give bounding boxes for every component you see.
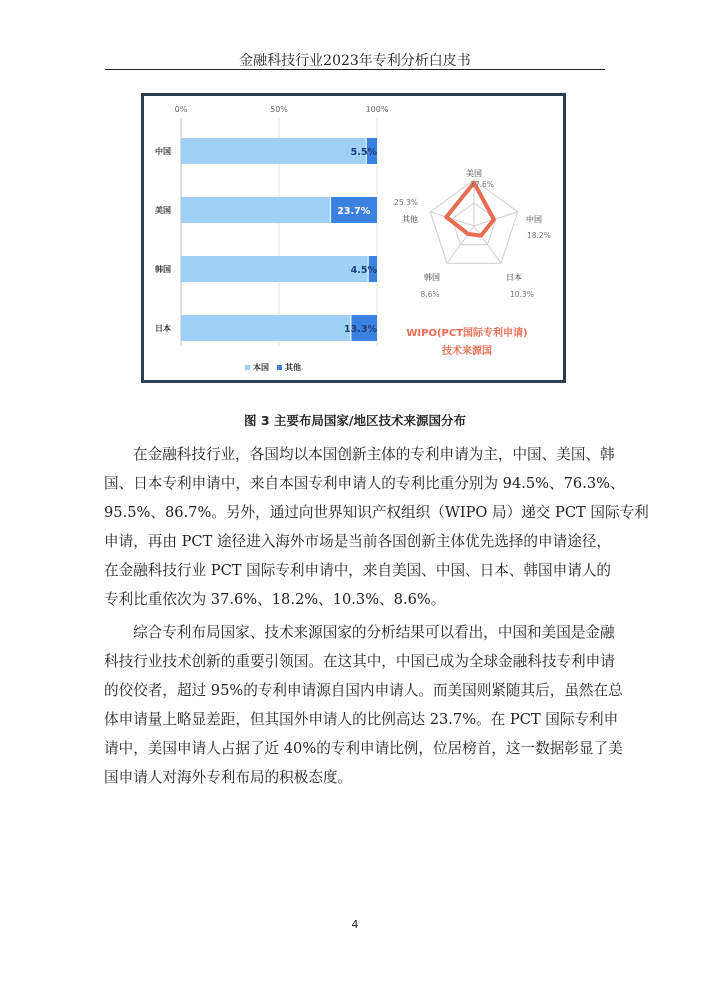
radar-axis-label: 中国 xyxy=(526,215,542,224)
page-number: 4 xyxy=(351,918,359,931)
paragraph-1-line: 专利比重依次为 37.6%、18.2%、10.3%、8.6%。 xyxy=(104,591,446,608)
bar-data-label: 4.5% xyxy=(350,265,377,276)
paragraph-2-line: 国申请人对海外专利布局的积极态度。 xyxy=(104,769,353,786)
bar-data-label: 23.7% xyxy=(337,206,371,217)
paragraph-1-line: 在金融科技行业，各国均以本国创新主体的专利申请为主，中国、美国、韩 xyxy=(133,446,615,463)
paragraph-1 xyxy=(104,440,649,614)
radar-value-label: 10.3% xyxy=(510,290,534,299)
bar-category-label: 美国 xyxy=(155,206,171,215)
bar-data-label: 5.5% xyxy=(350,147,377,158)
wipo-title-line2: 技术来源国 xyxy=(442,346,492,357)
wipo-title-line1: WIPO(PCT国际专利申请) xyxy=(406,328,528,339)
paragraph-2-line: 的佼佼者，超过 95%的专利申请源自国内申请人。而美国则紧随其后，虽然在总 xyxy=(104,682,623,699)
paragraph-2-line: 综合专利布局国家、技术来源国家的分析结果可以看出，中国和美国是金融 xyxy=(133,624,615,641)
bar-data-label: 13.3% xyxy=(344,324,377,335)
legend-swatch-domestic xyxy=(245,365,250,370)
figure-caption: 图 3 主要布局国家/地区技术来源国分布 xyxy=(244,413,466,428)
bar-domestic xyxy=(181,256,368,282)
bar-category-label: 日本 xyxy=(155,324,171,333)
header-rule xyxy=(105,69,605,70)
paragraph-1-line: 在金融科技行业 PCT 国际专利申请中，来自美国、中国、日本、韩国申请人的 xyxy=(104,562,612,579)
bar-domestic xyxy=(181,138,366,164)
header-title: 金融科技行业2023年专利分析白皮书 xyxy=(239,53,471,69)
paragraph-2-line: 请中，美国申请人占据了近 40%的专利申请比例，位居榜首，这一数据彰显了美 xyxy=(104,740,623,757)
radar-value-label: 37.6% xyxy=(470,180,494,189)
radar-value-label: 8.6% xyxy=(420,290,440,299)
bar-domestic xyxy=(181,315,351,341)
radar-axis-label: 其他 xyxy=(402,215,418,224)
legend-label-other: 其他 xyxy=(285,363,301,372)
legend-swatch-other xyxy=(277,365,282,370)
radar-value-label: 18.2% xyxy=(527,231,551,240)
bar-category-label: 韩国 xyxy=(155,265,171,274)
radar-series xyxy=(446,183,494,236)
legend-label-domestic: 本国 xyxy=(253,363,269,372)
paragraph-2 xyxy=(104,618,623,792)
figure-chart xyxy=(144,96,563,380)
radar-axis-label: 韩国 xyxy=(424,273,440,282)
paragraph-2-line: 体申请量上略显差距，但其国外申请人的比例高达 23.7%。在 PCT 国际专利申 xyxy=(104,711,619,728)
radar-value-label: 25.3% xyxy=(394,198,418,207)
radar-axis-label: 美国 xyxy=(466,169,482,178)
x-tick-label: 50% xyxy=(270,105,288,114)
radar-axis-label: 日本 xyxy=(506,273,522,282)
x-tick-label: 0% xyxy=(174,105,188,114)
paragraph-1-line: 95.5%、86.7%。另外，通过向世界知识产权组织（WIPO 局）递交 PCT 国际专利 xyxy=(104,504,649,521)
paragraph-1-line: 申请，再由 PCT 途径进入海外市场是当前各国创新主体优先选择的申请途径， xyxy=(104,533,612,550)
paragraph-2-line: 科技行业技术创新的重要引领国。在这其中，中国已成为全球金融科技专利申请 xyxy=(104,653,615,670)
figure-frame xyxy=(141,93,566,383)
bar-category-label: 中国 xyxy=(155,147,171,156)
radar-spoke xyxy=(474,212,518,226)
x-tick-label: 100% xyxy=(365,105,389,114)
bar-domestic xyxy=(181,197,331,223)
paragraph-1-line: 国、日本专利申请中，来自本国专利申请人的专利比重分别为 94.5%、76.3%、 xyxy=(104,475,625,492)
